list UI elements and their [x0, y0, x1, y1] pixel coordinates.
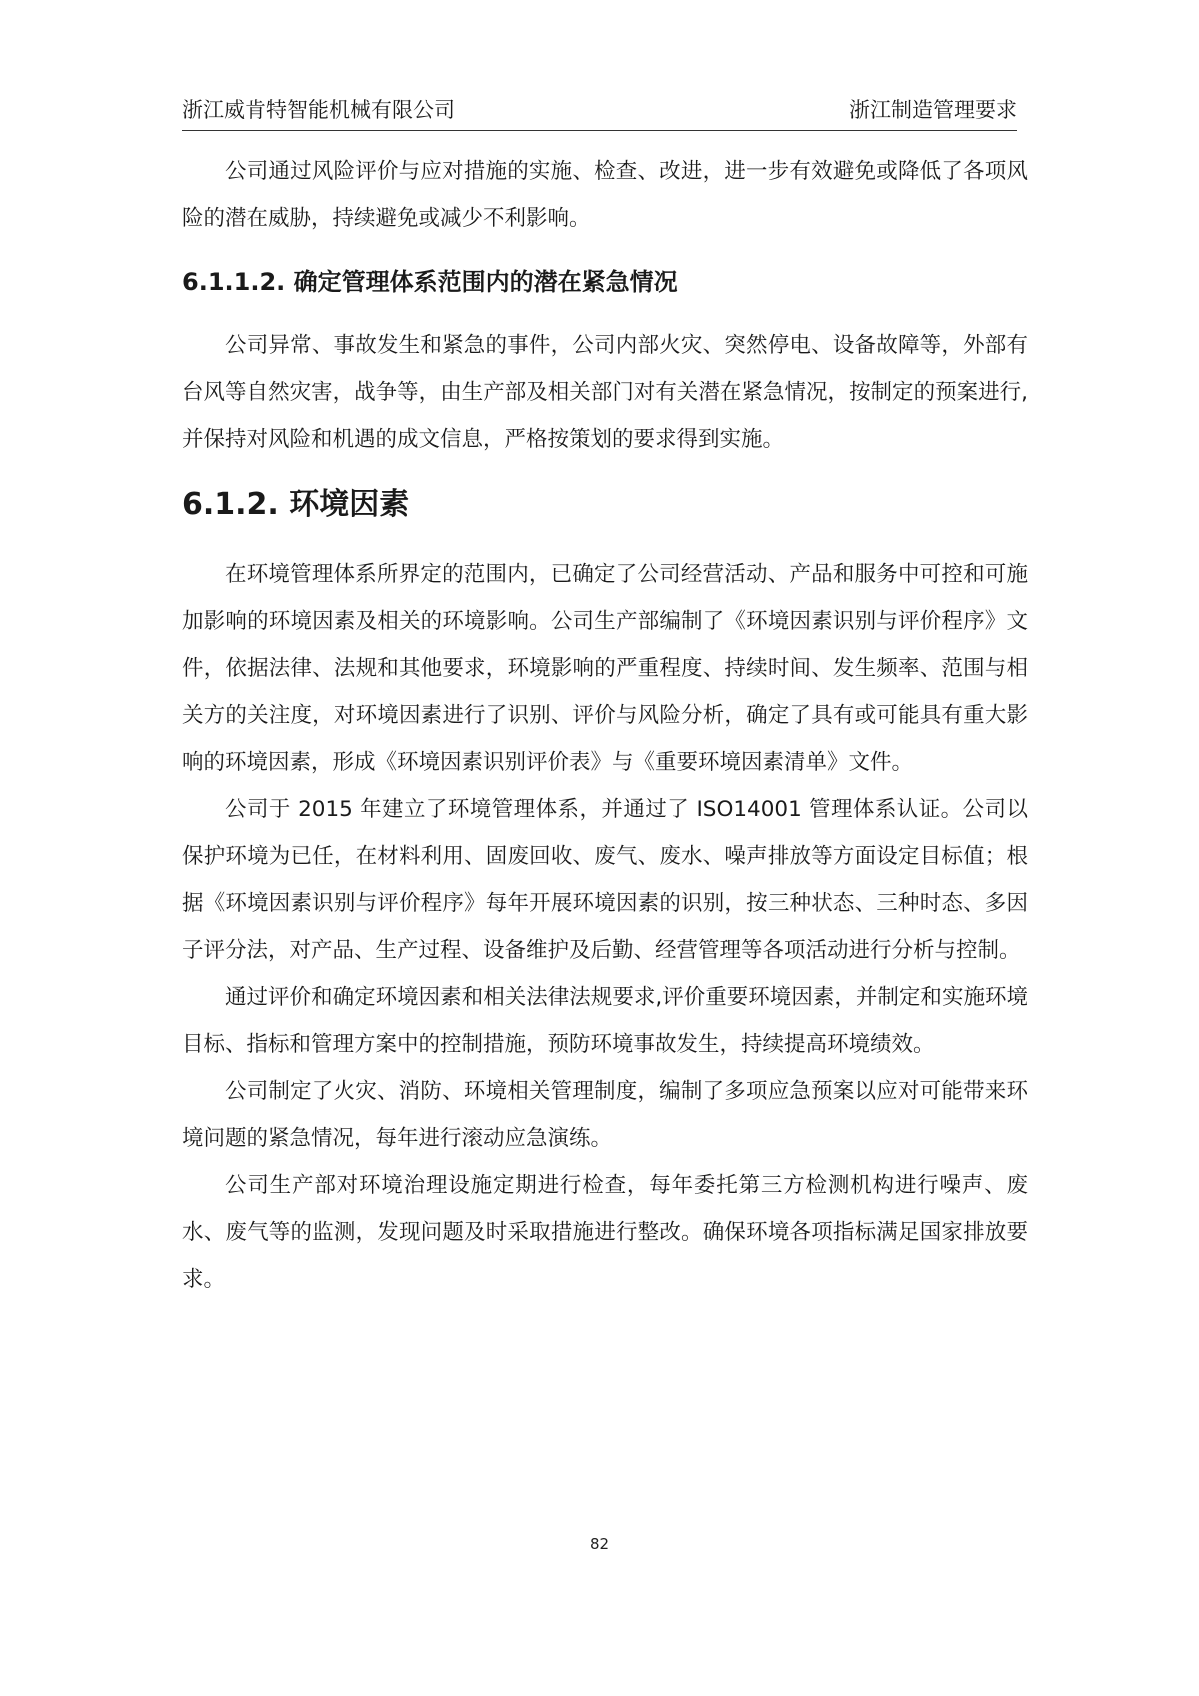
header-document-title: 浙江制造管理要求	[849, 98, 1017, 122]
environment-paragraph-4: 公司制定了火灾、消防、环境相关管理制度，编制了多项应急预案以应对可能带来环境问题的紧急情况，每年进行滚动应急演练。	[182, 1079, 1028, 1151]
emergency-paragraph: 公司异常、事故发生和紧急的事件，公司内部火灾、突然停电、设备故障等，外部有台风等自然灾害，战争等，由生产部及相关部门对有关潜在紧急情况，按制定的预案进行,并保持对风险和机遇的成文信息，严格按策划的要求得到实施。	[182, 333, 1028, 452]
environment-paragraph-3: 通过评价和确定环境因素和相关法律法规要求,评价重要环境因素，并制定和实施环境目标、指标和管理方案中的控制措施，预防环境事故发生，持续提高环境绩效。	[182, 985, 1028, 1057]
section-heading-6-1-2: 6.1.2. 环境因素	[182, 487, 410, 522]
environment-paragraph-2: 公司于 2015 年建立了环境管理体系，并通过了 ISO14001 管理体系认证。公司以保护环境为已任，在材料利用、固废回收、废气、废水、噪声排放等方面设定目标值；根据《环境因素识别与评价程序》每年开展环境因素的识别，按三种状态、三种时态、多因子评分法，对产品、生产过程、设备维护及后勤、经营管理等各项活动进行分析与控制。	[182, 797, 1028, 963]
intro-paragraph: 公司通过风险评价与应对措施的实施、检查、改进，进一步有效避免或降低了各项风险的潜在威胁，持续避免或减少不利影响。	[182, 159, 1028, 231]
page-number: 82	[589, 1535, 610, 1553]
document-body	[182, 148, 1028, 1303]
page-header	[182, 84, 1017, 131]
section-heading-6-1-1-2: 6.1.1.2. 确定管理体系范围内的潜在紧急情况	[182, 268, 678, 296]
environment-paragraph-1: 在环境管理体系所界定的范围内，已确定了公司经营活动、产品和服务中可控和可施加影响的环境因素及相关的环境影响。公司生产部编制了《环境因素识别与评价程序》文件，依据法律、法规和其他要求，环境影响的严重程度、持续时间、发生频率、范围与相关方的关注度，对环境因素进行了识别、评价与风险分析，确定了具有或可能具有重大影响的环境因素，形成《环境因素识别评价表》与《重要环境因素清单》文件。	[182, 562, 1028, 775]
environment-paragraph-5: 公司生产部对环境治理设施定期进行检查，每年委托第三方检测机构进行噪声、废水、废气等的监测，发现问题及时采取措施进行整改。确保环境各项指标满足国家排放要求。	[182, 1173, 1028, 1292]
header-company-name: 浙江威肯特智能机械有限公司	[182, 98, 455, 122]
